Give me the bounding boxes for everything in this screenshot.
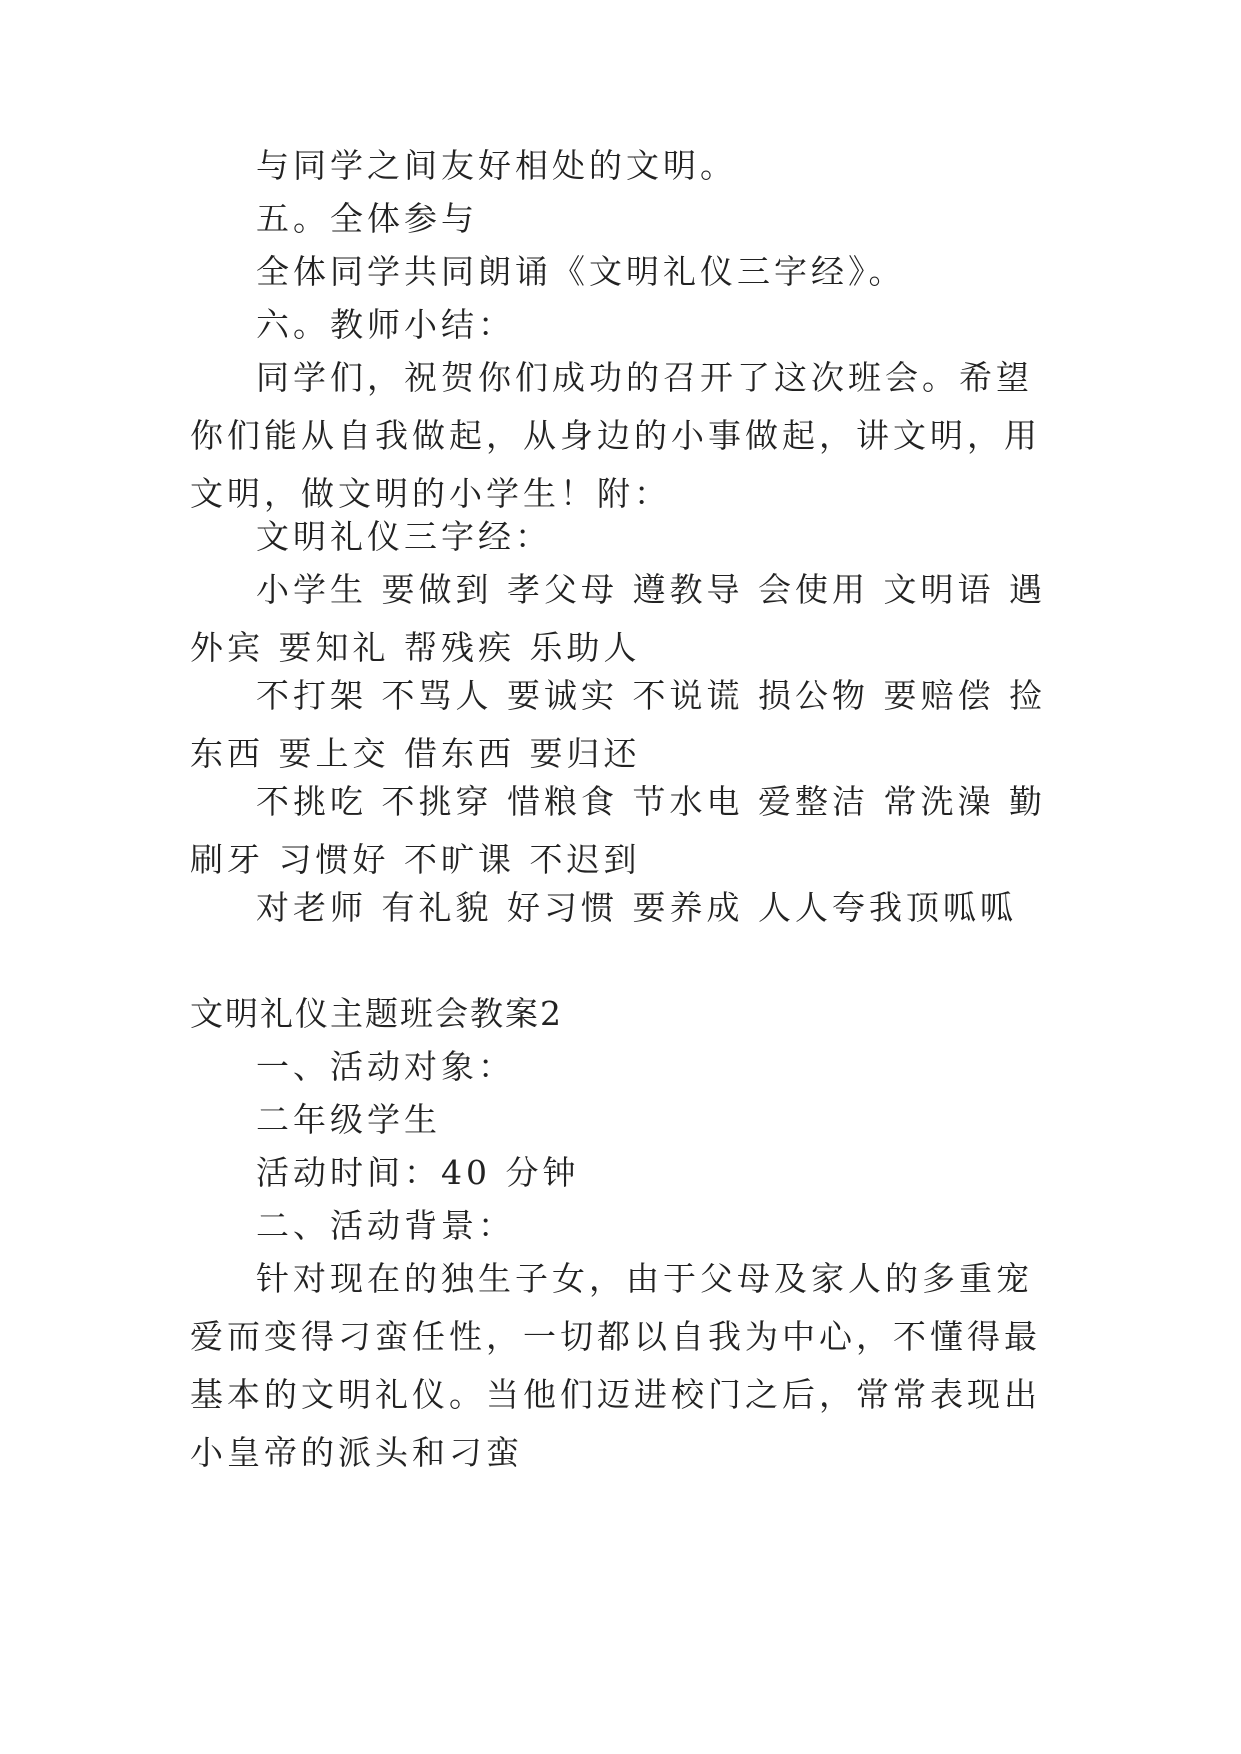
heading-activity-background: 二、活动背景： — [256, 1206, 515, 1245]
paragraph-friendly-relations: 与同学之间友好相处的文明。 — [256, 146, 737, 185]
verse-stanza-1: 小学生 要做到 孝父母 遵教导 会使用 文明语 遇外宾 要知礼 帮残疾 乐助人 — [190, 570, 1046, 667]
paragraph-recitation: 全体同学共同朗诵《文明礼仪三字经》。 — [256, 252, 906, 291]
heading-three-character-classic: 文明礼仪三字经： — [256, 517, 552, 556]
paragraph-grade: 二年级学生 — [256, 1100, 441, 1139]
heading-full-participation: 五。全体参与 — [256, 199, 478, 238]
verse-stanza-4: 对老师 有礼貌 好习惯 要养成 人人夸我顶呱呱 — [256, 888, 1017, 927]
heading-activity-target: 一、活动对象： — [256, 1047, 515, 1086]
heading-teacher-summary: 六。教师小结： — [256, 305, 515, 344]
paragraph-activity-background: 针对现在的独生子女，由于父母及家人的多重宠爱而变得刁蛮任性，一切都以自我为中心，不懂得最基本的文明礼仪。当他们迈进校门之后，常常表现出小皇帝的派头和刁蛮 — [190, 1259, 1041, 1472]
paragraph-activity-time: 活动时间：40 分钟 — [256, 1153, 580, 1192]
section-title: 文明礼仪主题班会教案2 — [190, 994, 563, 1033]
verse-stanza-3: 不挑吃 不挑穿 惜粮食 节水电 爱整洁 常洗澡 勤刷牙 习惯好 不旷课 不迟到 — [190, 782, 1046, 879]
verse-stanza-2: 不打架 不骂人 要诚实 不说谎 损公物 要赔偿 捡东西 要上交 借东西 要归还 — [190, 676, 1046, 773]
paragraph-teacher-summary: 同学们，祝贺你们成功的召开了这次班会。希望你们能从自我做起，从身边的小事做起，讲文明，用文明，做文明的小学生！附： — [190, 358, 1041, 513]
